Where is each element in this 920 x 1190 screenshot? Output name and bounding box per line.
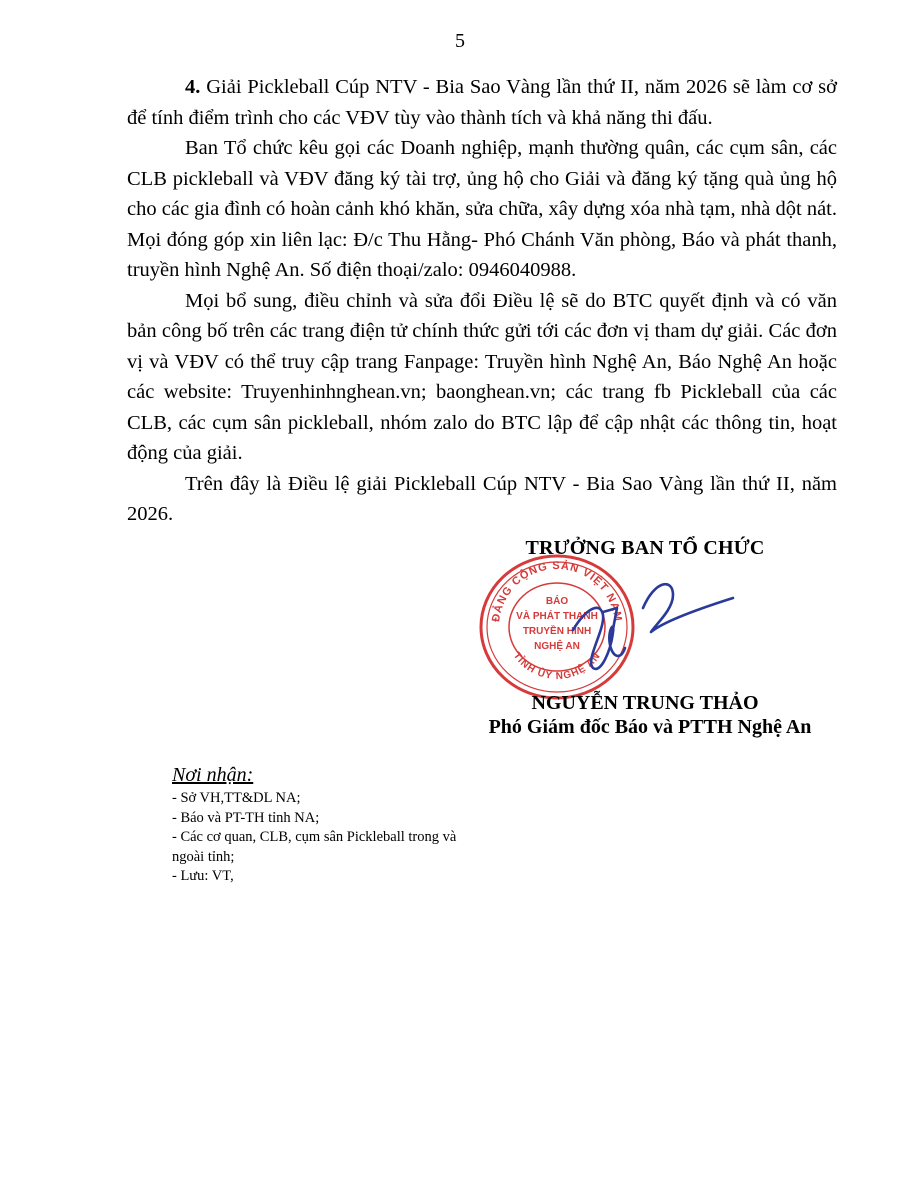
recipient-item: - Lưu: VT, bbox=[172, 868, 234, 884]
paragraph-text: Giải Pickleball Cúp NTV - Bia Sao Vàng lần thứ II, năm 2026 sẽ làm cơ sở để tính điểm trình cho các VĐV tùy vào thành tích và khả năng thi đấu. bbox=[127, 76, 837, 129]
paragraph bbox=[127, 72, 837, 133]
paragraph bbox=[127, 469, 837, 530]
recipients-title: Nơi nhận: bbox=[172, 764, 254, 786]
seal-line: TRUYỀN HÌNH bbox=[522, 626, 592, 637]
signature-title: TRƯỞNG BAN TỔ CHỨC bbox=[525, 537, 765, 559]
paragraph-text: Mọi bổ sung, điều chỉnh và sửa đổi Điều lệ sẽ do BTC quyết định và có văn bản công bố trên các trang điện tử chính thức gửi tới các đơn vị tham dự giải. Các đơn vị và VĐV có thể truy cập trang Fanpage: Truyền hình Nghệ An, Báo Nghệ An hoặc các website: Truyenhinhnghean.vn; baonghean.vn; các trang fb Pickleball của các CLB, các cụm sân pickleball, nhóm zalo do BTC lập để cập nhật các thông tin, hoạt động của giải. bbox=[127, 289, 837, 464]
seal-line: VÀ PHÁT THANH bbox=[516, 611, 598, 622]
seal-top-text: ĐẢNG CỘNG SẢN VIỆT NAM bbox=[490, 559, 624, 623]
recipient-item: - Sở VH,TT&DL NA; bbox=[172, 790, 301, 806]
paragraph-text: Trên đây là Điều lệ giải Pickleball Cúp NTV - Bia Sao Vàng lần thứ II, năm 2026. bbox=[127, 472, 837, 525]
signer-name: NGUYỄN TRUNG THẢO bbox=[531, 692, 759, 714]
signer-position: Phó Giám đốc Báo và PTTH Nghệ An bbox=[488, 716, 812, 738]
paragraph-text: Ban Tổ chức kêu gọi các Doanh nghiệp, mạnh thường quân, các cụm sân, các CLB pickleball và VĐV đăng ký tài trợ, ủng hộ cho Giải và đăng ký tặng quà ủng hộ cho các gia đình có hoàn cảnh khó khăn, sửa chữa, xây dựng xóa nhà tạm, nhà dột nát. Mọi đóng góp xin liên lạc: Đ/c Thu Hằng- Phó Chánh Văn phòng, Báo và phát thanh, truyền hình Nghệ An. Số điện thoại/zalo: 0946040988. bbox=[127, 137, 837, 281]
handwritten-signature bbox=[555, 570, 745, 680]
page-number: 5 bbox=[455, 30, 465, 52]
seal-line: BÁO bbox=[545, 596, 569, 607]
seal-line: NGHỆ AN bbox=[534, 641, 580, 652]
paragraph bbox=[127, 133, 837, 286]
recipient-item: - Báo và PT-TH tỉnh NA; bbox=[172, 809, 320, 826]
paragraph bbox=[127, 286, 837, 469]
recipients-list bbox=[172, 789, 472, 887]
recipient-item: - Các cơ quan, CLB, cụm sân Pickleball trong và ngoài tỉnh; bbox=[172, 829, 457, 865]
seal-bottom-text: TỈNH ỦY NGHỆ AN bbox=[510, 650, 604, 683]
body-text bbox=[127, 72, 837, 530]
section-number: 4. bbox=[185, 76, 201, 98]
recipients-block bbox=[172, 763, 472, 887]
